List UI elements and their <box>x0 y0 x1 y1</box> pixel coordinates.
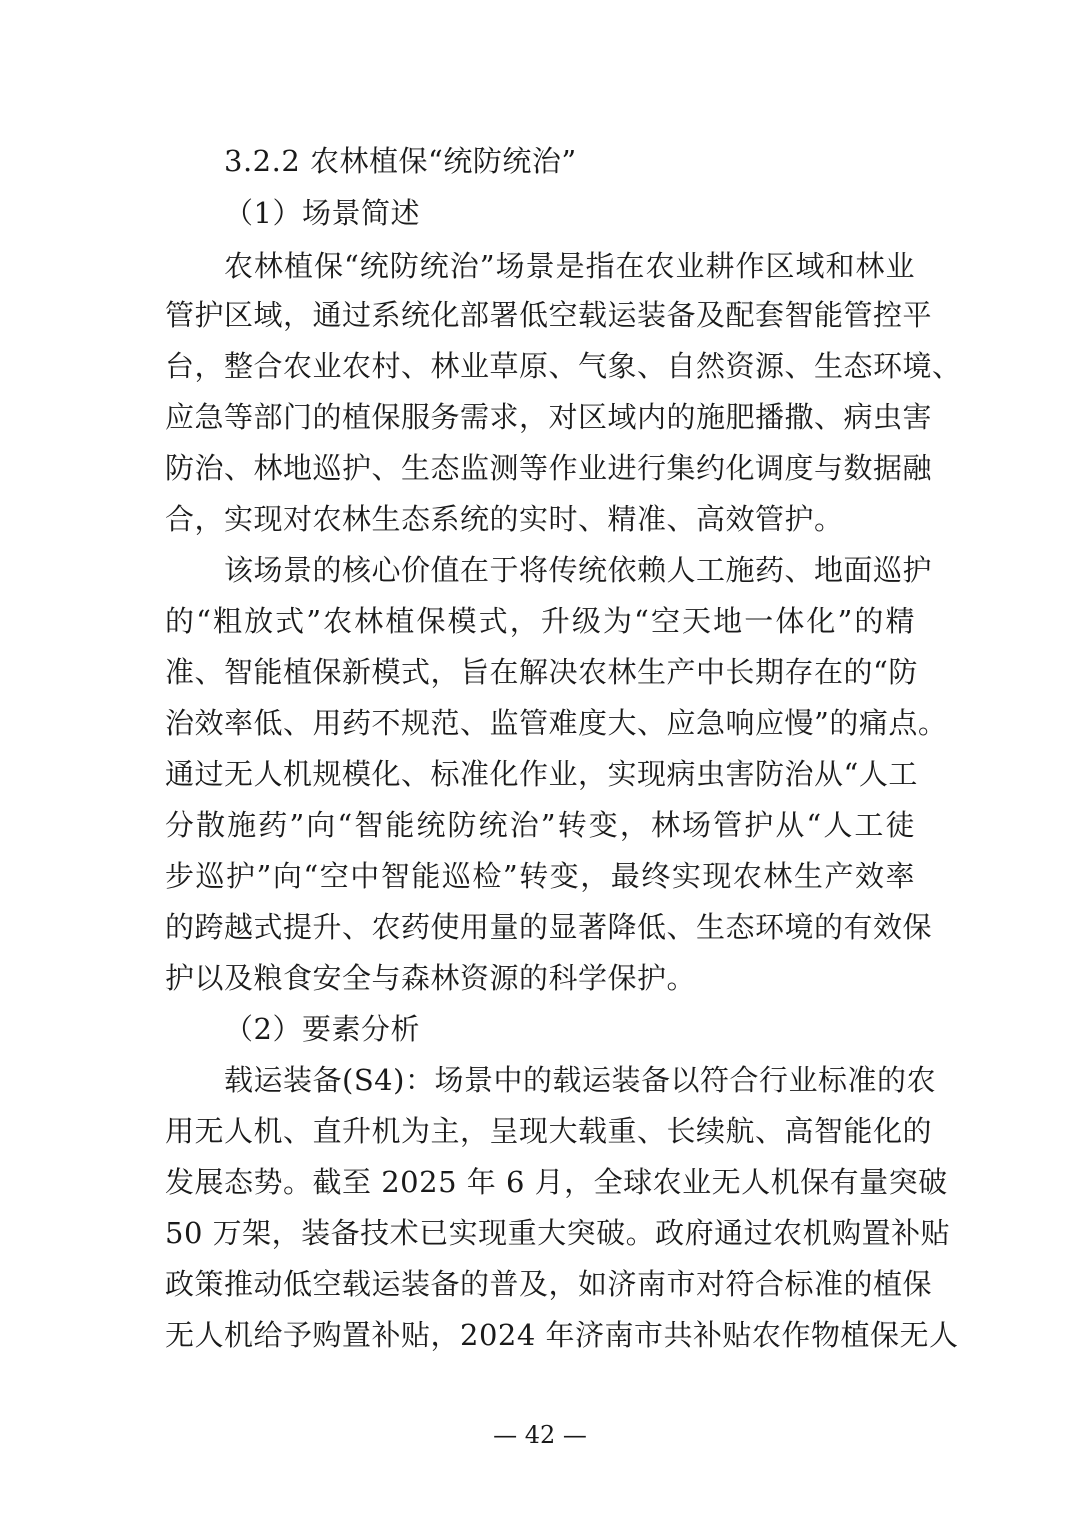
paragraph-1-line-5: 防治、林地巡护、生态监测等作业进行集约化调度与数据融 <box>165 451 933 485</box>
paragraph-2-line-3: 准、智能植保新模式，旨在解决农林生产中长期存在的“防 <box>165 655 918 689</box>
paragraph-2-line-6: 分散施药”向“智能统防统治”转变，林场管护从“人工徒 <box>165 808 915 842</box>
paragraph-3-line-4: 50 万架，装备技术已实现重大突破。政府通过农机购置补贴 <box>165 1216 951 1250</box>
paragraph-3-line-2: 用无人机、直升机为主，呈现大载重、长续航、高智能化的 <box>165 1114 933 1148</box>
paragraph-3-line-6: 无人机给予购置补贴，2024 年济南市共补贴农作物植保无人 <box>165 1318 959 1352</box>
paragraph-2-line-8: 的跨越式提升、农药使用量的显著降低、生态环境的有效保 <box>165 910 933 944</box>
paragraph-1-line-6: 合，实现对农林生态系统的实时、精准、高效管护。 <box>165 502 844 536</box>
section-heading: 3.2.2 农林植保“统防统治” <box>224 144 577 178</box>
paragraph-2-line-1: 该场景的核心价值在于将传统依赖人工施药、地面巡护 <box>224 553 933 587</box>
paragraph-1-line-4: 应急等部门的植保服务需求，对区域内的施肥播撒、病虫害 <box>165 400 933 434</box>
paragraph-1-line-1: 农林植保“统防统治”场景是指在农业耕作区域和林业 <box>224 249 915 283</box>
paragraph-1-line-2: 管护区域，通过系统化部署低空载运装备及配套智能管控平 <box>165 298 933 332</box>
subheading-scene-overview: （1）场景简述 <box>224 196 420 230</box>
paragraph-3-line-1: 载运装备(S4)：场景中的载运装备以符合行业标准的农 <box>224 1063 936 1097</box>
paragraph-1-line-3: 台，整合农业农村、林业草原、气象、自然资源、生态环境、 <box>165 349 962 383</box>
paragraph-2-line-5: 通过无人机规模化、标准化作业，实现病虫害防治从“人工 <box>165 757 918 791</box>
paragraph-3-line-3: 发展态势。截至 2025 年 6 月，全球农业无人机保有量突破 <box>165 1165 948 1199</box>
subheading-element-analysis: （2）要素分析 <box>224 1012 420 1046</box>
paragraph-2-line-2: 的“粗放式”农林植保模式，升级为“空天地一体化”的精 <box>165 604 915 638</box>
paragraph-2-line-7: 步巡护”向“空中智能巡检”转变，最终实现农林生产效率 <box>165 859 915 893</box>
paragraph-3-line-5: 政策推动低空载运装备的普及，如济南市对符合标准的植保 <box>165 1267 933 1301</box>
page-number: — 42 — <box>493 1421 587 1449</box>
paragraph-2-line-9: 护以及粮食安全与森林资源的科学保护。 <box>165 961 697 995</box>
paragraph-2-line-4: 治效率低、用药不规范、监管难度大、应急响应慢”的痛点。 <box>165 706 948 740</box>
